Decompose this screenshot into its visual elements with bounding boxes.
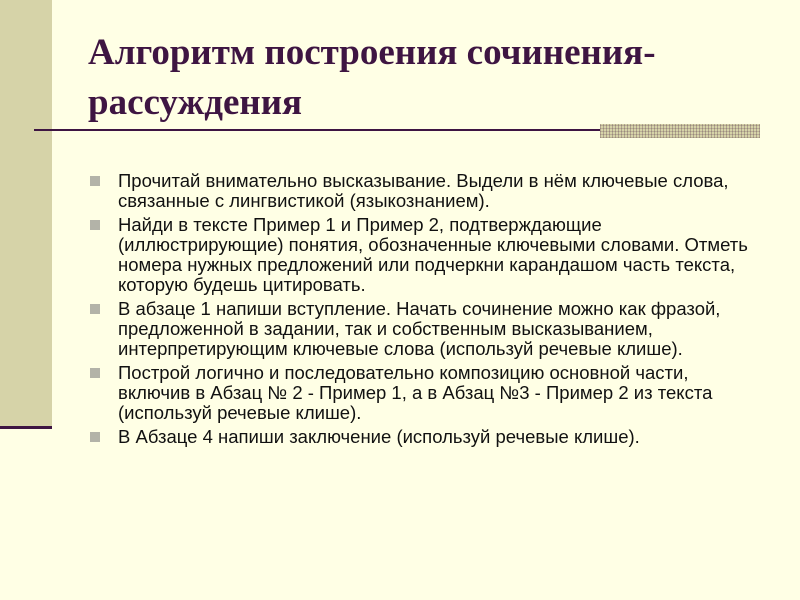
bullet-item-1 <box>90 171 760 211</box>
bullet-text: В Абзаце 4 напиши заключение (используй речевые клише). <box>118 426 640 447</box>
bullet-text: Прочитай внимательно высказывание. Выдели в нём ключевые слова, связанные с лингвистикой (языкознанием). <box>118 170 729 211</box>
square-bullet-icon <box>90 176 100 186</box>
bullet-item-4 <box>90 363 760 423</box>
bullet-text: Найди в тексте Пример 1 и Пример 2, подтверждающие (иллюстрирующие) понятия, обозначенные ключевыми словами. Отметь номера нужных предложений или подчеркни карандашом часть текста, которую будешь цитировать. <box>118 214 748 295</box>
decorative-pattern-block <box>600 124 760 138</box>
bullet-list <box>90 171 760 451</box>
slide-title: Алгоритм построения сочинения-рассуждения <box>88 32 656 123</box>
square-bullet-icon <box>90 304 100 314</box>
bullet-item-5 <box>90 427 760 447</box>
square-bullet-icon <box>90 368 100 378</box>
square-bullet-icon <box>90 432 100 442</box>
bullet-item-2 <box>90 215 760 295</box>
bullet-item-3 <box>90 299 760 359</box>
decorative-side-bar <box>0 0 52 426</box>
square-bullet-icon <box>90 220 100 230</box>
side-bar-underline <box>0 426 52 429</box>
bullet-text: Построй логично и последовательно композицию основной части, включив в Абзац № 2 - Пример 1, а в Абзац №3 - Пример 2 из текста (используй речевые клише). <box>118 362 713 423</box>
bullet-text: В абзаце 1 напиши вступление. Начать сочинение можно как фразой, предложенной в задании, так и собственным высказыванием, интерпретирующим ключевые слова (используй речевые клише). <box>118 298 721 359</box>
